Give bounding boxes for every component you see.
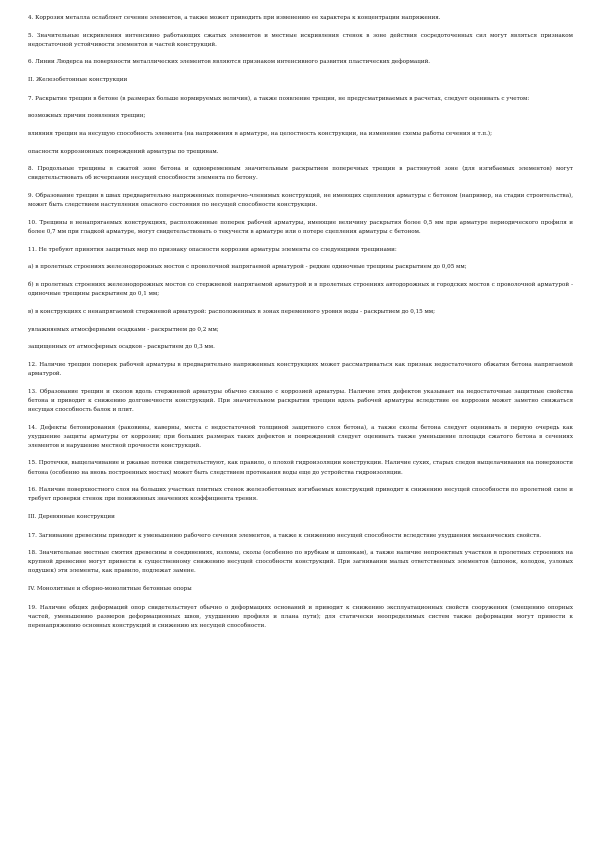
section-heading-iv: IV. Монолитные и сборно-монолитные бетонные опоры (28, 586, 192, 593)
paragraph-item-10: 10. Трещины в ненапрягаемых конструкциях, расположенные поперек рабочей арматуры, имеющие величину раскрытия более 0,5 мм при арматуре периодического профиля и более 0,7 мм при гладкой арматуре, могут свидетельствовать о текучести в арматуре или о потере сцепления арматуры с бетоном. (28, 219, 573, 236)
paragraph-item-11-c-3: защищенных от атмосферных осадков - раскрытием до 0,3 мм. (28, 344, 215, 351)
paragraph-item-7-sub-1: возможных причин появления трещин; (28, 113, 146, 120)
section-heading-iii: III. Деревянные конструкции (28, 514, 115, 521)
paragraph-item-11-c: в) в конструкциях с ненапрягаемой стержневой арматурой: расположенных в зонах переменного уровня воды - раскрытием до 0,15 мм; (28, 308, 436, 315)
paragraph-item-8: 8. Продольные трещины в сжатой зоне бетона и одновременным значительным раскрытием поперечных трещин в растянутой зоне (для изгибаемых элементов) могут свидетельствовать об исчерпании несущей способности элемента по бетону. (28, 166, 573, 182)
paragraph-item-4: 4. Коррозия металла ослабляет сечение элементов, а также может приводить при изменению ее характера к концентрации напряжения. (28, 15, 441, 21)
paragraph-item-16: 16. Наличие поверхностного слоя на больших участках плитных стенок железобетонных изгибаемых конструкций приводит к снижению несущей способности по пролетной силе и требует проверки стенок при пониженных значениях коэффициента трения. (28, 487, 573, 503)
paragraph-item-9: 9. Образование трещин в швах предварительно напряженных поперечно-членимых конструкций, не имеющих сцепления арматуры с бетоном (например, на стадии строительства), может быть следствием наступления опасного состояния по несущей способности конструкции. (28, 193, 573, 209)
document-page (28, 14, 573, 639)
section-heading-ii: II. Железобетонные конструкции (28, 77, 128, 84)
paragraph-item-11-c-2: увлажняемых атмосферными осадками - раскрытием до 0,2 мм; (28, 326, 219, 333)
paragraph-item-11: 11. Не требуют принятия защитных мер по признаку опасности коррозии арматуры элементы со следующими трещинами: (28, 246, 397, 253)
paragraph-item-11-a: а) в пролетных строениях железнодорожных мостов с проволочной напрягаемой арматурой - редкие одиночные трещины раскрытием до 0,05 мм; (28, 264, 467, 271)
paragraph-item-7-sub-3: опасности коррозионных повреждений арматуры по трещинам. (28, 148, 219, 155)
paragraph-item-15: 15. Протечки, выщелачивание и ржавые потеки свидетельствуют, как правило, о плохой гидроизоляции конструкции. Наличие сухих, старых следов выщелачивания на поверхности бетона (особенно на вновь построенных мостах) может быть следствием протекания воды еще до устройства гидроизоляции. (28, 460, 573, 476)
paragraph-item-18: 18. Значительные местные смятия древесины в соединениях, изломы, сколы (особенно по врубкам и шпонкам), а также наличие непроектных участков в пролетных строениях на крупной древесине могут привести к существенному снижению несущей способности конструкций. При загнивании малых ответственных элементов (шпонок, колодок, узловых подушек) эти элементы, как правило, подлежат замене. (28, 550, 573, 575)
paragraph-item-17: 17. Загнивание древесины приводит к уменьшению рабочего сечения элементов, а также к снижению несущей способности вследствие ухудшения механических свойств. (28, 532, 542, 539)
paragraph-item-12: 12. Наличие трещин поперек рабочей арматуры в предварительно напряженных конструкциях может рассматриваться как признак недостаточного обжатия бетона напрягаемой арматурой. (28, 361, 573, 378)
paragraph-item-13: 13. Образование трещин и сколов вдоль стержневой арматуры обычно связано с коррозией арматуры. Наличие этих дефектов указывает на недостаточные защитные свойства бетона и приводит к снижению долговечности конструкций. При значительном раскрытии трещин вдоль рабочей арматуры вследствие ее коррозии может заметно снижаться несущая способность балок и плит. (28, 388, 573, 413)
paragraph-item-6: 6. Линии Людерса на поверхности металлических элементов являются признаком интенсивного развития пластических деформаций. (28, 59, 431, 66)
paragraph-item-19: 19. Наличие общих деформаций опор свидетельствует обычно о деформациях оснований и приводит к снижению эксплуатационных свойств сооружения (смещению опорных частей, уменьшению размеров деформационных швов, ухудшению профиля и плана пути); для статически неопределимых систем также деформации могут привести к перенапряжению основных конструкций и снижению их несущей способности. (28, 604, 573, 629)
paragraph-item-14: 14. Дефекты бетонирования (раковины, каверны, места с недостаточной толщиной защитного слоя бетона), а также сколы бетона следует оценивать в первую очередь как ухудшение защиты арматуры от коррозии; при больших размерах таких дефектов и повреждений следует оценивать также уменьшение площади сжатого бетона в сечениях элементов и нарушение местной прочности конструкций. (28, 424, 573, 449)
paragraph-item-7: 7. Раскрытие трещин в бетоне (в размерах больше нормируемых величин), а также появление трещин, не предусматриваемых в расчетах, следует оценивать с учетом: (28, 95, 530, 102)
paragraph-item-5: 5. Значительные искривления интенсивно работающих сжатых элементов и местные искривления стенок в зоне действия сосредоточенных сил могут являться признаком недостаточной устойчивости элементов и частей конструкций. (28, 32, 573, 48)
paragraph-item-7-sub-2: влияния трещин на несущую способность элемента (на напряжения в арматуре, на целостность конструкции, на изменение схемы работы сечения и т.п.); (28, 131, 492, 138)
paragraph-item-11-b: б) в пролетных строениях железнодорожных мостов со стержневой напрягаемой арматурой и в пролетных строениях автодорожных и городских мостов с проволочной арматурой - одиночные трещины раскрытием до 0,1 мм; (28, 282, 573, 298)
